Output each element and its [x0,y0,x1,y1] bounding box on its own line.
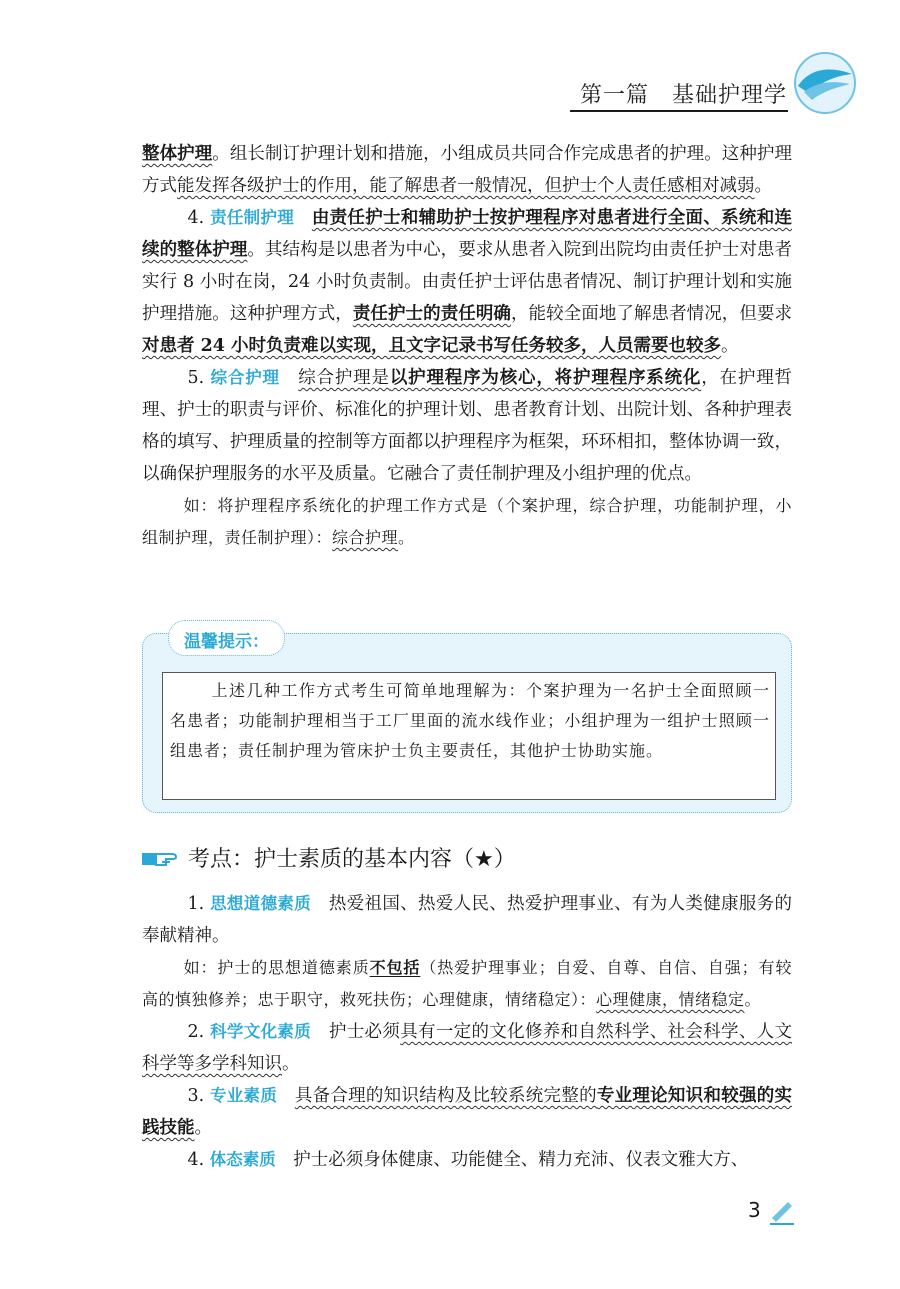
term-cultural-quality: 科学文化素质 [210,1022,312,1041]
paragraph-moral-quality: 1. 思想道德素质 热爱祖国、热爱人民、热爱护理事业、有为人类健康服务的奉献精神。 [142,894,792,946]
paragraph-team-nursing-cont: 整体护理。组长制订护理计划和措施，小组成员共同合作完成患者的护理。这种护理方式能发挥各级护士的作用，能了解患者一般情况，但护士个人责任感相对减弱。 [142,144,793,196]
paragraph-professional-quality: 3. 专业素质 具备合理的知识结构及比较系统完整的专业理论知识和较强的实践技能。 [142,1086,793,1138]
tip-text: 上述几种工作方式考生可简单地理解为：个案护理为一名护士全面照顾一名患者；功能制护理相当于工厂里面的流水线作业；小组护理为一组护士照顾一组患者；责任制护理为管床护士负主要责任，其他护士协助实施。 [170,681,770,760]
tip-title: 温馨提示： [184,632,269,652]
paragraph-comprehensive-nursing: 5. 综合护理 综合护理是以护理程序为核心，将护理程序系统化，在护理哲理、护士的职责与评价、标准化的护理计划、患者教育计划、出院计划、各种护理表格的填写、护理质量的控制等方面都以护理程序为框架，环环相扣，整体协调一致，以确保护理服务的水平及质量。它融合了责任制护理及小组护理的优点。 [142,368,793,484]
paragraph-primary-nursing: 4. 责任制护理 由责任护士和辅助护士按护理程序对患者进行全面、系统和连续的整体护理。其结构是以患者为中心，要求从患者入院到出院均由责任护士对患者实行 8 小时在岗，24 小时负责制。由责任护士评估患者情况、制订护理计划和实施护理措施。这种护理方式，责任护士的责任明确，能较全面地了解患者情况，但要求对患者 24 小时负责难以实现，且文字记录书写任务较多，人员需要也较多。 [142,208,793,356]
tip-tab [168,620,285,656]
section-heading [142,840,792,880]
publisher-logo-icon [790,48,860,118]
term-comprehensive-nursing: 综合护理 [210,368,280,387]
term-moral-quality: 思想道德素质 [210,894,312,913]
header-title: 第一篇 基础护理学 [580,83,788,108]
page-number: 3 [748,1198,761,1222]
example-question-2: 如：护士的思想道德素质不包括（热爱护理事业；自爱、自尊、自信、自强；有较高的慎独修养；忠于职守，救死扶伤；心理健康，情绪稳定）：心理健康，情绪稳定。 [142,958,792,1009]
running-header [570,72,810,112]
example-question-1: 如：将护理程序系统化的护理工作方式是（个案护理，综合护理，功能制护理，小组制护理，责任制护理）：综合护理。 [142,496,792,547]
term-professional-quality: 专业素质 [210,1086,278,1105]
section-title: 考点：护士素质的基本内容（★） [188,847,516,872]
header-rule [570,110,788,112]
pencil-icon [768,1196,798,1226]
body-text-bottom [142,888,792,1176]
term-primary-nursing: 责任制护理 [210,208,295,227]
paragraph-cultural-quality: 2. 科学文化素质 护士必须具有一定的文化修养和自然科学、社会科学、人文科学等多学科知识。 [142,1022,793,1074]
paragraph-physical-quality: 4. 体态素质 护士必须身体健康、功能健全、精力充沛、仪表文雅大方、 [187,1150,749,1170]
term-physical-quality: 体态素质 [209,1150,276,1169]
body-text-top [142,138,792,554]
pointing-hand-icon [142,848,182,870]
